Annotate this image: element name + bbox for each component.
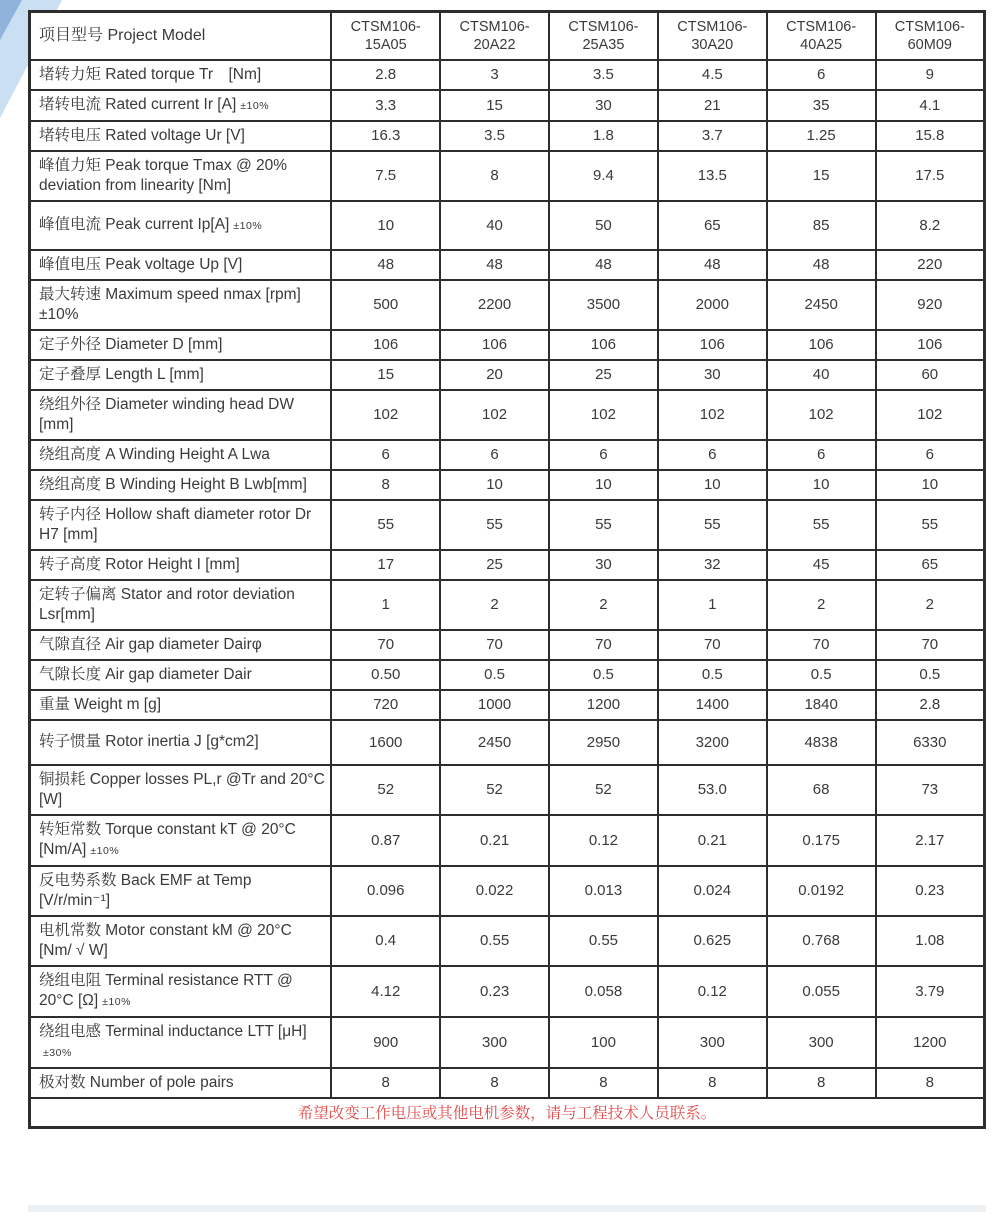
table-row	[30, 60, 985, 90]
table-cell: 15	[440, 90, 549, 121]
table-cell: 68	[767, 765, 876, 815]
table-cell: 52	[331, 765, 440, 815]
row-label-text: 绕组电感 Terminal inductance LTT [μH]	[39, 1022, 307, 1040]
table-cell: 52	[440, 765, 549, 815]
table-cell: 55	[876, 500, 985, 550]
table-cell: 1	[658, 580, 767, 630]
table-cell: 900	[331, 1017, 440, 1068]
table-cell: 35	[767, 90, 876, 121]
table-cell: 70	[658, 630, 767, 660]
row-label	[30, 815, 332, 866]
model-suffix: 15A05	[364, 36, 407, 53]
row-label-text: 转子内径 Hollow shaft diameter rotor Dr H7 [mm]	[39, 505, 312, 543]
table-row	[30, 866, 985, 916]
table-cell: 0.21	[440, 815, 549, 866]
table-row	[30, 250, 985, 280]
table-cell: 48	[440, 250, 549, 280]
model-prefix: CTSM106-	[677, 18, 748, 35]
row-label-text: 绕组电阻 Terminal resistance RTT @ 20°C [Ω]	[39, 971, 293, 1009]
table-cell: 0.23	[440, 966, 549, 1017]
table-cell: 20	[440, 360, 549, 390]
table-cell: 0.058	[549, 966, 658, 1017]
row-label	[30, 360, 332, 390]
model-suffix: 20A22	[473, 36, 516, 53]
table-cell: 3.3	[331, 90, 440, 121]
table-cell: 9	[876, 60, 985, 90]
row-label-text: 最大转速 Maximum speed nmax [rpm] ±10%	[39, 285, 301, 323]
table-cell: 10	[331, 201, 440, 250]
table-cell: 0.12	[549, 815, 658, 866]
table-cell: 70	[549, 630, 658, 660]
row-label-text: 反电势系数 Back EMF at Temp [V/r/min⁻¹]	[39, 871, 252, 909]
row-label-text: 转子高度 Rotor Height I [mm]	[39, 555, 240, 573]
table-row	[30, 440, 985, 470]
table-cell: 0.013	[549, 866, 658, 916]
table-cell: 0.50	[331, 660, 440, 690]
table-cell: 8	[876, 1068, 985, 1098]
table-cell: 2	[440, 580, 549, 630]
table-cell: 0.5	[440, 660, 549, 690]
table-row	[30, 660, 985, 690]
table-cell: 55	[331, 500, 440, 550]
table-cell: 0.5	[767, 660, 876, 690]
tolerance-note: ±10%	[233, 219, 263, 232]
table-cell: 6	[440, 440, 549, 470]
table-cell: 8	[331, 1068, 440, 1098]
tolerance-note: ±10%	[102, 995, 131, 1008]
table-cell: 106	[549, 330, 658, 360]
table-cell: 0.5	[549, 660, 658, 690]
table-row	[30, 1017, 985, 1068]
table-cell: 65	[876, 550, 985, 580]
table-cell: 40	[440, 201, 549, 250]
row-label	[30, 90, 332, 121]
table-cell: 2.8	[876, 690, 985, 720]
row-label	[30, 330, 332, 360]
row-label-text: 转矩常数 Torque constant kT @ 20°C [Nm/A]	[39, 820, 296, 858]
table-cell: 0.4	[331, 916, 440, 966]
row-label	[30, 201, 332, 250]
table-cell: 1.25	[767, 121, 876, 151]
row-label-text: 重量 Weight m [g]	[39, 695, 162, 713]
table-cell: 0.175	[767, 815, 876, 866]
row-label	[30, 121, 332, 151]
row-label	[30, 690, 332, 720]
model-prefix: CTSM106-	[894, 18, 965, 35]
header-model-6	[876, 12, 985, 60]
table-cell: 2200	[440, 280, 549, 330]
row-label	[30, 916, 332, 966]
table-cell: 2	[549, 580, 658, 630]
table-row	[30, 330, 985, 360]
table-cell: 73	[876, 765, 985, 815]
table-cell: 0.5	[876, 660, 985, 690]
table-cell: 102	[767, 390, 876, 440]
table-cell: 720	[331, 690, 440, 720]
table-row	[30, 720, 985, 765]
table-cell: 6	[331, 440, 440, 470]
row-label	[30, 765, 332, 815]
table-cell: 10	[658, 470, 767, 500]
table-row	[30, 151, 985, 201]
table-cell: 3.5	[549, 60, 658, 90]
header-model-1	[331, 12, 440, 60]
row-label	[30, 966, 332, 1017]
table-row	[30, 815, 985, 866]
model-prefix: CTSM106-	[786, 18, 857, 35]
table-cell: 4.12	[331, 966, 440, 1017]
table-cell: 15.8	[876, 121, 985, 151]
table-cell: 500	[331, 280, 440, 330]
table-row	[30, 201, 985, 250]
table-cell: 8	[331, 470, 440, 500]
table-cell: 10	[767, 470, 876, 500]
row-label-text: 绕组外径 Diameter winding head DW [mm]	[39, 395, 294, 433]
row-label-text: 气隙长度 Air gap diameter Dair	[39, 665, 252, 683]
row-label-text: 定子外径 Diameter D [mm]	[39, 335, 223, 353]
table-cell: 8	[658, 1068, 767, 1098]
row-label-text: 定转子偏离 Stator and rotor deviation Lsr[mm]	[39, 585, 295, 623]
table-footer	[30, 1098, 985, 1128]
row-label-text: 堵转电压 Rated voltage Ur [V]	[39, 126, 245, 144]
table-cell: 0.024	[658, 866, 767, 916]
table-cell: 1400	[658, 690, 767, 720]
table-cell: 3.7	[658, 121, 767, 151]
model-prefix: CTSM106-	[459, 18, 530, 35]
table-cell: 48	[549, 250, 658, 280]
table-cell: 70	[331, 630, 440, 660]
table-cell: 2.8	[331, 60, 440, 90]
table-cell: 0.096	[331, 866, 440, 916]
table-cell: 70	[440, 630, 549, 660]
header-model-4	[658, 12, 767, 60]
model-prefix: CTSM106-	[568, 18, 639, 35]
tolerance-note: ±10%	[240, 99, 270, 112]
table-cell: 920	[876, 280, 985, 330]
table-cell: 106	[658, 330, 767, 360]
table-cell: 52	[549, 765, 658, 815]
model-suffix: 25A35	[582, 36, 625, 53]
table-cell: 1000	[440, 690, 549, 720]
table-row	[30, 765, 985, 815]
table-cell: 2000	[658, 280, 767, 330]
table-cell: 2	[767, 580, 876, 630]
table-cell: 30	[549, 550, 658, 580]
table-cell: 55	[658, 500, 767, 550]
table-row	[30, 916, 985, 966]
table-cell: 70	[876, 630, 985, 660]
row-label-text: 定子叠厚 Length L [mm]	[39, 365, 204, 383]
row-label	[30, 550, 332, 580]
table-cell: 53.0	[658, 765, 767, 815]
row-label-text: 绕组高度 A Winding Height A Lwa	[39, 445, 270, 463]
table-cell: 4838	[767, 720, 876, 765]
table-cell: 15	[331, 360, 440, 390]
table-row	[30, 360, 985, 390]
table-cell: 1	[331, 580, 440, 630]
table-cell: 48	[331, 250, 440, 280]
table-cell: 17.5	[876, 151, 985, 201]
table-cell: 0.55	[440, 916, 549, 966]
row-label-text: 绕组高度 B Winding Height B Lwb[mm]	[39, 475, 307, 493]
table-cell: 6	[767, 60, 876, 90]
table-cell: 6330	[876, 720, 985, 765]
table-cell: 10	[549, 470, 658, 500]
table-cell: 15	[767, 151, 876, 201]
table-cell: 3	[440, 60, 549, 90]
table-cell: 6	[767, 440, 876, 470]
table-body	[30, 60, 985, 1098]
table-cell: 220	[876, 250, 985, 280]
row-label-text: 极对数 Number of pole pairs	[39, 1073, 234, 1091]
table-cell: 10	[876, 470, 985, 500]
table-cell: 4.5	[658, 60, 767, 90]
table-cell: 300	[767, 1017, 876, 1068]
table-cell: 300	[658, 1017, 767, 1068]
row-label-text: 铜损耗 Copper losses PL,r @Tr and 20°C [W]	[39, 770, 325, 808]
table-cell: 8	[440, 1068, 549, 1098]
table-cell: 0.5	[658, 660, 767, 690]
table-cell: 6	[658, 440, 767, 470]
row-label	[30, 250, 332, 280]
table-cell: 17	[331, 550, 440, 580]
table-cell: 70	[767, 630, 876, 660]
table-cell: 48	[658, 250, 767, 280]
table-cell: 0.022	[440, 866, 549, 916]
table-cell: 102	[331, 390, 440, 440]
table-cell: 8.2	[876, 201, 985, 250]
table-cell: 102	[440, 390, 549, 440]
row-label	[30, 280, 332, 330]
header-model-3	[549, 12, 658, 60]
table-cell: 55	[767, 500, 876, 550]
table-cell: 300	[440, 1017, 549, 1068]
table-row	[30, 280, 985, 330]
spec-table-container	[28, 10, 986, 1129]
table-cell: 10	[440, 470, 549, 500]
table-row	[30, 550, 985, 580]
table-cell: 25	[549, 360, 658, 390]
table-row	[30, 500, 985, 550]
model-suffix: 30A20	[691, 36, 734, 53]
tolerance-note: ±10%	[90, 844, 120, 857]
table-cell: 2950	[549, 720, 658, 765]
row-label-text: 峰值电流 Peak current Ip[A]	[39, 215, 230, 233]
table-cell: 106	[767, 330, 876, 360]
table-cell: 102	[549, 390, 658, 440]
header-model-2	[440, 12, 549, 60]
table-cell: 55	[440, 500, 549, 550]
table-row	[30, 630, 985, 660]
row-label	[30, 1017, 332, 1068]
table-cell: 2	[876, 580, 985, 630]
table-cell: 1840	[767, 690, 876, 720]
table-cell: 0.87	[331, 815, 440, 866]
row-label	[30, 470, 332, 500]
table-cell: 1200	[876, 1017, 985, 1068]
table-cell: 6	[876, 440, 985, 470]
table-row	[30, 121, 985, 151]
table-cell: 3500	[549, 280, 658, 330]
table-cell: 45	[767, 550, 876, 580]
table-row	[30, 690, 985, 720]
table-cell: 25	[440, 550, 549, 580]
table-cell: 0.0192	[767, 866, 876, 916]
table-cell: 40	[767, 360, 876, 390]
row-label	[30, 720, 332, 765]
table-cell: 8	[440, 151, 549, 201]
table-cell: 2450	[440, 720, 549, 765]
row-label-text: 堵转力矩 Rated torque Tr [Nm]	[39, 65, 262, 83]
table-row	[30, 966, 985, 1017]
footer-row	[30, 1098, 985, 1128]
table-cell: 30	[549, 90, 658, 121]
row-label	[30, 440, 332, 470]
header-project-model: 项目型号 Project Model	[30, 12, 332, 60]
row-label	[30, 580, 332, 630]
table-cell: 102	[876, 390, 985, 440]
table-cell: 1.08	[876, 916, 985, 966]
row-label	[30, 151, 332, 201]
table-cell: 4.1	[876, 90, 985, 121]
table-cell: 2.17	[876, 815, 985, 866]
table-cell: 30	[658, 360, 767, 390]
table-cell: 3.79	[876, 966, 985, 1017]
table-cell: 1200	[549, 690, 658, 720]
table-cell: 13.5	[658, 151, 767, 201]
table-cell: 21	[658, 90, 767, 121]
header-model-5	[767, 12, 876, 60]
header-row	[30, 12, 985, 60]
table-cell: 0.12	[658, 966, 767, 1017]
page-bottom-shadow	[28, 1205, 986, 1212]
table-cell: 0.055	[767, 966, 876, 1017]
model-prefix: CTSM106-	[350, 18, 421, 35]
row-label	[30, 660, 332, 690]
footer-notice: 希望改变工作电压或其他电机参数，请与工程技术人员联系。	[30, 1098, 985, 1128]
table-cell: 8	[767, 1068, 876, 1098]
table-cell: 2450	[767, 280, 876, 330]
table-cell: 106	[440, 330, 549, 360]
table-cell: 48	[767, 250, 876, 280]
table-cell: 106	[876, 330, 985, 360]
table-header	[30, 12, 985, 60]
row-label-text: 峰值力矩 Peak torque Tmax @ 20% deviation from linearity [Nm]	[39, 156, 288, 194]
tolerance-note: ±30%	[43, 1046, 72, 1059]
table-cell: 106	[331, 330, 440, 360]
row-label	[30, 630, 332, 660]
model-suffix: 60M09	[907, 36, 952, 53]
table-cell: 0.625	[658, 916, 767, 966]
table-cell: 1.8	[549, 121, 658, 151]
row-label	[30, 1068, 332, 1098]
table-cell: 32	[658, 550, 767, 580]
table-row	[30, 580, 985, 630]
model-suffix: 40A25	[800, 36, 843, 53]
row-label-text: 气隙直径 Air gap diameter Dairφ	[39, 635, 262, 653]
row-label-text: 堵转电流 Rated current Ir [A]	[39, 95, 237, 113]
table-cell: 102	[658, 390, 767, 440]
row-label-text: 转子惯量 Rotor inertia J [g*cm2]	[39, 733, 259, 750]
table-cell: 3200	[658, 720, 767, 765]
table-cell: 55	[549, 500, 658, 550]
table-cell: 6	[549, 440, 658, 470]
motor-spec-table	[28, 10, 986, 1129]
table-cell: 3.5	[440, 121, 549, 151]
table-cell: 65	[658, 201, 767, 250]
row-label-text: 电机常数 Motor constant kM @ 20°C [Nm/ √ W]	[39, 921, 292, 959]
table-cell: 50	[549, 201, 658, 250]
table-row	[30, 390, 985, 440]
row-label	[30, 500, 332, 550]
row-label	[30, 60, 332, 90]
table-row	[30, 470, 985, 500]
table-cell: 7.5	[331, 151, 440, 201]
table-cell: 100	[549, 1017, 658, 1068]
table-cell: 0.768	[767, 916, 876, 966]
table-cell: 60	[876, 360, 985, 390]
row-label	[30, 390, 332, 440]
table-cell: 16.3	[331, 121, 440, 151]
table-cell: 0.23	[876, 866, 985, 916]
row-label	[30, 866, 332, 916]
table-cell: 8	[549, 1068, 658, 1098]
row-label-text: 峰值电压 Peak voltage Up [V]	[39, 255, 243, 273]
table-cell: 85	[767, 201, 876, 250]
table-cell: 0.21	[658, 815, 767, 866]
table-row	[30, 90, 985, 121]
table-cell: 0.55	[549, 916, 658, 966]
table-row	[30, 1068, 985, 1098]
table-cell: 1600	[331, 720, 440, 765]
table-cell: 9.4	[549, 151, 658, 201]
